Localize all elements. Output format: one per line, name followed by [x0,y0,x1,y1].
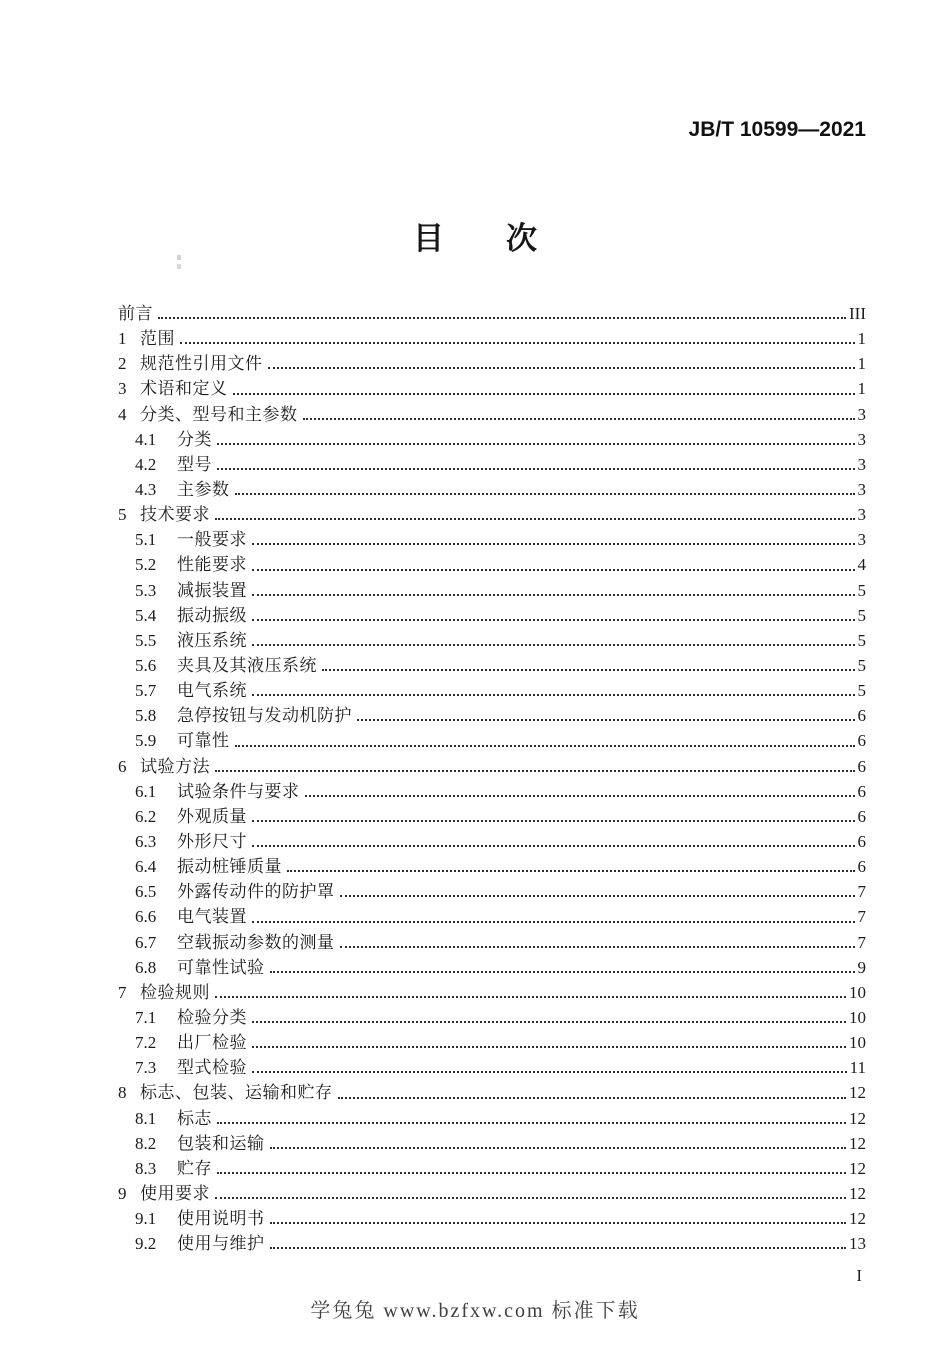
toc-entry-page: 12 [849,1158,866,1178]
toc-entry-page: 11 [849,1058,866,1078]
toc-entry-page: 7 [857,882,866,902]
toc-entry-number: 7.1 [135,1007,157,1027]
toc-entry [118,427,866,452]
dot-leader [340,895,855,897]
toc-entry-title: 一般要求 [177,530,247,550]
toc-entry-page: 13 [849,1234,866,1254]
toc-entry-page: 5 [857,681,866,701]
toc-entry-title: 型式检验 [177,1058,247,1078]
toc-entry-page: 12 [849,1209,866,1229]
toc-entry [118,955,866,980]
toc-entry [118,879,866,904]
toc-entry [118,728,866,753]
toc-entry-number: 9.1 [135,1209,157,1229]
toc-entry-page: 1 [857,329,866,349]
toc-entry-page: 3 [857,404,866,424]
toc-entry-page: 6 [857,731,866,751]
dot-leader [252,820,855,822]
toc-entry [118,326,866,351]
dot-leader [252,619,855,621]
dot-leader [270,971,855,973]
toc-entry-number: 8.1 [135,1108,157,1128]
toc-entry-number: 6.6 [135,907,157,927]
toc-entry [118,804,866,829]
toc-entry-page: 9 [857,957,866,977]
toc-entry [118,1181,866,1206]
toc-entry-number: 6.5 [135,882,157,902]
toc-entry-page: 3 [857,505,866,525]
dot-leader [252,1046,846,1048]
toc-entry [118,477,866,502]
toc-entry-page: 3 [857,429,866,449]
toc-entry-number: 6.1 [135,781,157,801]
toc-entry-title: 检验规则 [140,982,210,1002]
dot-leader [338,1097,847,1099]
toc-entry-number: 4 [118,404,127,424]
toc-entry-title: 分类 [177,429,212,449]
toc-entry [118,502,866,527]
dot-leader [252,644,855,646]
toc-entry [118,301,866,326]
toc-entry-page: 10 [849,1007,866,1027]
toc-entry-title: 电气装置 [177,907,247,927]
toc-entry-page: 5 [857,655,866,675]
toc-entry-title: 减振装置 [177,580,247,600]
toc-entry [118,1080,866,1105]
toc-entry [118,703,866,728]
toc-entry-page: 6 [857,831,866,851]
toc-entry-page: 7 [857,932,866,952]
toc-entry [118,628,866,653]
toc-entry-page: 1 [857,379,866,399]
toc-entry-number: 5.6 [135,655,157,675]
toc-entry [118,552,866,577]
toc-entry-title: 分类、型号和主参数 [140,404,298,424]
toc-entry-number: 5.3 [135,580,157,600]
toc-entry-number: 6.2 [135,806,157,826]
toc-entry-page: 5 [857,630,866,650]
toc-entry [118,1055,866,1080]
toc-entry-page: 10 [849,982,866,1002]
watermark-text: 学兔兔 www.bzfxw.com 标准下载 [310,1300,640,1322]
toc-entry [118,1156,866,1181]
toc-entry [118,376,866,401]
toc-entry-title: 主参数 [177,479,230,499]
toc-entry-title: 规范性引用文件 [140,354,263,374]
toc-entry [118,527,866,552]
toc-entry-title: 夹具及其液压系统 [177,655,317,675]
toc-entry-title: 技术要求 [140,505,210,525]
dot-leader [235,493,855,495]
toc-entry [118,829,866,854]
dot-leader [303,418,855,420]
toc-entry-number: 7.3 [135,1058,157,1078]
toc-entry-title: 可靠性 [177,731,230,751]
toc-entry-page: 12 [849,1108,866,1128]
toc-entry-title: 振动桩锤质量 [177,857,282,877]
toc-entry-page: 6 [857,781,866,801]
toc-entry-title: 术语和定义 [140,379,228,399]
toc-entry-number: 8 [118,1083,127,1103]
toc-entry-number: 7 [118,982,127,1002]
dot-leader [270,1147,847,1149]
toc-entry-page: 12 [849,1133,866,1153]
dot-leader [215,1197,846,1199]
toc-entry-page: 3 [857,479,866,499]
dot-leader [305,795,855,797]
dot-leader [270,1222,847,1224]
toc-entry-title: 可靠性试验 [177,957,265,977]
dot-leader [215,996,846,998]
toc-entry-title: 振动振级 [177,605,247,625]
toc-entry-title: 前言 [118,304,153,323]
toc-entry-number: 5.5 [135,630,157,650]
toc-entry-page: 12 [849,1083,866,1103]
standard-number: JB/T 10599—2021 [688,118,866,141]
toc-entry-title: 性能要求 [177,555,247,575]
toc-entry-number: 5.1 [135,530,157,550]
toc-entry [118,603,866,628]
toc-entry [118,1131,866,1156]
toc-entry [118,1030,866,1055]
toc-entry-page: 6 [857,756,866,776]
toc-entry [118,754,866,779]
dot-leader [217,443,855,445]
dot-leader [268,367,855,369]
toc-entry-number: 8.3 [135,1158,157,1178]
toc-entry-page: III [849,304,866,323]
toc-entry-number: 7.2 [135,1033,157,1053]
dot-leader [180,342,855,344]
page-title: 目 次 [413,221,537,256]
toc-entry-number: 4.1 [135,429,157,449]
toc-entry-title: 出厂检验 [177,1033,247,1053]
toc-entry [118,1231,866,1256]
toc-entry-page: 1 [857,354,866,374]
toc-entry-number: 5.4 [135,605,157,625]
toc-entry-title: 检验分类 [177,1007,247,1027]
toc-entry-title: 空载振动参数的测量 [177,932,335,952]
toc-entry [118,1206,866,1231]
dot-leader [158,317,846,319]
dot-leader [252,569,855,571]
toc-entry [118,904,866,929]
toc-entry [118,930,866,955]
toc-entry-page: 6 [857,806,866,826]
toc-entry-page: 3 [857,454,866,474]
dot-leader [233,393,855,395]
dot-leader [252,1021,846,1023]
toc-entry-page: 5 [857,605,866,625]
dot-leader [235,745,855,747]
dot-leader [252,845,855,847]
toc-entry [118,980,866,1005]
toc-entry-number: 8.2 [135,1133,157,1153]
toc-entry-title: 试验条件与要求 [177,781,300,801]
toc-entry-title: 使用要求 [140,1183,210,1203]
toc-entry-page: 6 [857,706,866,726]
toc-entry-title: 液压系统 [177,630,247,650]
toc-entry-title: 标志 [177,1108,212,1128]
toc-entry-number: 5.2 [135,555,157,575]
toc-entry-number: 2 [118,354,127,374]
toc-entry-title: 使用与维护 [177,1234,265,1254]
toc-entry-title: 电气系统 [177,681,247,701]
toc-entry-number: 6.8 [135,957,157,977]
toc-entry-page: 5 [857,580,866,600]
dot-leader [217,1172,846,1174]
scan-artifact [177,255,181,269]
dot-leader [252,921,855,923]
dot-leader [340,946,855,948]
toc-entry-title: 急停按钮与发动机防护 [177,706,352,726]
toc-entry [118,452,866,477]
toc-entry-number: 9.2 [135,1234,157,1254]
toc-entry-title: 型号 [177,454,212,474]
dot-leader [322,669,855,671]
toc-entry-number: 5 [118,505,127,525]
toc-entry [118,402,866,427]
dot-leader [252,543,855,545]
toc-entry [118,779,866,804]
toc-entry-title: 贮存 [177,1158,212,1178]
toc-entry-number: 5.8 [135,706,157,726]
dot-leader [357,719,855,721]
dot-leader [252,694,855,696]
toc-entry-title: 外露传动件的防护罩 [177,882,335,902]
dot-leader [217,1122,846,1124]
toc-entry-page: 4 [857,555,866,575]
toc-entry-number: 9 [118,1183,127,1203]
toc-entry-page: 6 [857,857,866,877]
toc-entry-title: 外观质量 [177,806,247,826]
dot-leader [215,770,855,772]
toc-entry-number: 4.3 [135,479,157,499]
toc-entry-title: 使用说明书 [177,1209,265,1229]
toc-entry-title: 外形尺寸 [177,831,247,851]
toc-entry-title: 包装和运输 [177,1133,265,1153]
toc-entry-number: 3 [118,379,127,399]
toc-entry-number: 6.3 [135,831,157,851]
toc-entry [118,1005,866,1030]
toc-entry-number: 4.2 [135,454,157,474]
dot-leader [270,1247,847,1249]
toc-entry-number: 5.7 [135,681,157,701]
toc-entry-page: 10 [849,1033,866,1053]
dot-leader [217,468,855,470]
toc-entry-title: 标志、包装、运输和贮存 [140,1083,333,1103]
page-number: I [856,1266,862,1285]
dot-leader [252,594,855,596]
toc-entry [118,1106,866,1131]
toc-entry-page: 12 [849,1183,866,1203]
toc-entry-page: 7 [857,907,866,927]
dot-leader [287,870,855,872]
toc-entry [118,653,866,678]
toc-entry [118,578,866,603]
toc-entry-number: 5.9 [135,731,157,751]
toc-entry-number: 1 [118,329,127,349]
toc-entry-title: 试验方法 [140,756,210,776]
dot-leader [252,1071,847,1073]
dot-leader [215,518,855,520]
toc-entry [118,351,866,376]
toc-entry [118,678,866,703]
toc-entry-number: 6.4 [135,857,157,877]
toc-entry-title: 范围 [140,329,175,349]
toc-entry [118,854,866,879]
toc-entry-page: 3 [857,530,866,550]
table-of-contents [118,301,866,1256]
toc-entry-number: 6 [118,756,127,776]
toc-entry-number: 6.7 [135,932,157,952]
